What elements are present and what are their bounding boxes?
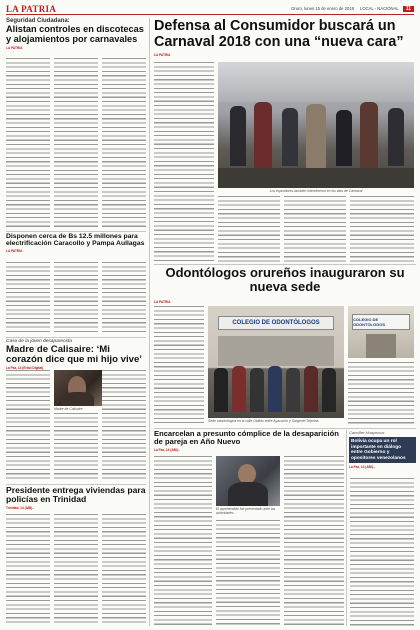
story-headline: Bolivia ocupa un rol importante en diálogo entre Gobierno y opositores venezolanos [351, 439, 406, 461]
body-text-col2 [216, 520, 280, 626]
body-text-col2 [54, 58, 98, 228]
masthead [6, 3, 414, 15]
section-name: LOCAL - NACIONAL [359, 6, 399, 11]
story-headline: Disponen cerca de Bs 12.5 millones para electrificación Caracollo y Pampa Aullagas [6, 233, 145, 248]
photo-odontologos [208, 306, 344, 418]
building-sign: COLEGIO DE ODONTÓLOGOS [353, 317, 385, 327]
body-text-col1 [6, 58, 50, 228]
story-headline: Encarcelan a presunto cómplice de la desaparición de pareja en Año Nuevo [154, 429, 339, 446]
story-bolivia [349, 430, 416, 469]
story-encarcelan [154, 430, 344, 452]
story-kicker: Seguridad Ciudadana: [6, 18, 70, 24]
story-caracollo [6, 233, 146, 253]
story-headline: Presidente entrega viviendas para policías en Trinidad [6, 485, 146, 505]
photo-caption: Madre de Calisaire [54, 407, 83, 411]
story-headline-box [349, 437, 416, 463]
body-text-col3 [284, 196, 346, 262]
body-text-col1 [350, 478, 414, 626]
story-tag: La Paz, 14 (Erbol Digital). [6, 366, 45, 371]
body-text-col4 [348, 362, 414, 424]
body-text-col1 [154, 456, 212, 626]
body-text-col1 [154, 62, 214, 262]
story-odontologos [154, 266, 416, 295]
story-tag: La Paz, 14 (ABI).- [349, 465, 375, 470]
body-text-col3 [102, 370, 146, 482]
story-carnaval [154, 19, 416, 57]
story-kicker: Canciller Huaynoca: [349, 430, 385, 435]
story-headline: Madre de Calisaire: ‘Mi corazón dice que mi hijo vive’ [6, 344, 142, 366]
photo-encarcelan [216, 456, 280, 506]
story-madre [6, 339, 146, 370]
building-sign: COLEGIO DE ODONTÓLOGOS [232, 320, 320, 326]
story-kicker: Caso de la joven desaparecida [6, 339, 72, 344]
story-tag: LA PATRIA [154, 53, 171, 58]
story-headline: Odontólogos orureños inauguraron su nueva sede [165, 265, 405, 295]
body-text-col2 [54, 514, 98, 626]
story-tag: LA PATRIA [154, 300, 171, 304]
body-text-col1 [6, 514, 50, 626]
photo-odontologos-sign [348, 306, 414, 358]
story-tag: La Paz, 14 (ABI).- [154, 447, 180, 452]
body-text-col2 [218, 196, 280, 262]
photo-caption: Sede odontológica en la calle Oblitas entre Ayacucho y Sargento Tejerina [208, 419, 319, 423]
dateline: Oruro, lunes 15 de enero de 2018 [291, 6, 354, 11]
body-text-col2 [54, 413, 98, 482]
body-text-col4 [350, 196, 414, 262]
photo-caption: Los expositores también intervinieron en los días de Carnaval [269, 189, 363, 193]
body-text-col1 [154, 306, 204, 424]
photo-carnaval [218, 62, 414, 188]
body-text-col1 [6, 262, 50, 334]
photo-caption: El aprehendido fue presentado ante las autoridades [216, 507, 276, 515]
photo-madre [54, 370, 102, 406]
body-text-col3 [102, 514, 146, 626]
story-tag: Trinidad, 14 (ABI).- [6, 506, 35, 511]
story-headline: Defensa al Consumidor buscará un Carnaval 2018 con una “nueva cara” [154, 18, 404, 50]
story-viviendas [6, 486, 146, 510]
story-tag: LA PATRIA [6, 249, 23, 254]
page-number: 11 [403, 6, 414, 12]
body-text-col2 [54, 262, 98, 334]
body-text-col3 [102, 262, 146, 334]
body-text-col1 [6, 370, 50, 482]
story-headline: Alistan controles en discotecas y alojamientos por carnavales [6, 24, 144, 44]
story-tag: LA PATRIA [6, 46, 23, 51]
body-text-col3 [102, 58, 146, 228]
body-text-col3 [284, 456, 344, 626]
newspaper-logo: LA PATRIA [6, 3, 57, 14]
